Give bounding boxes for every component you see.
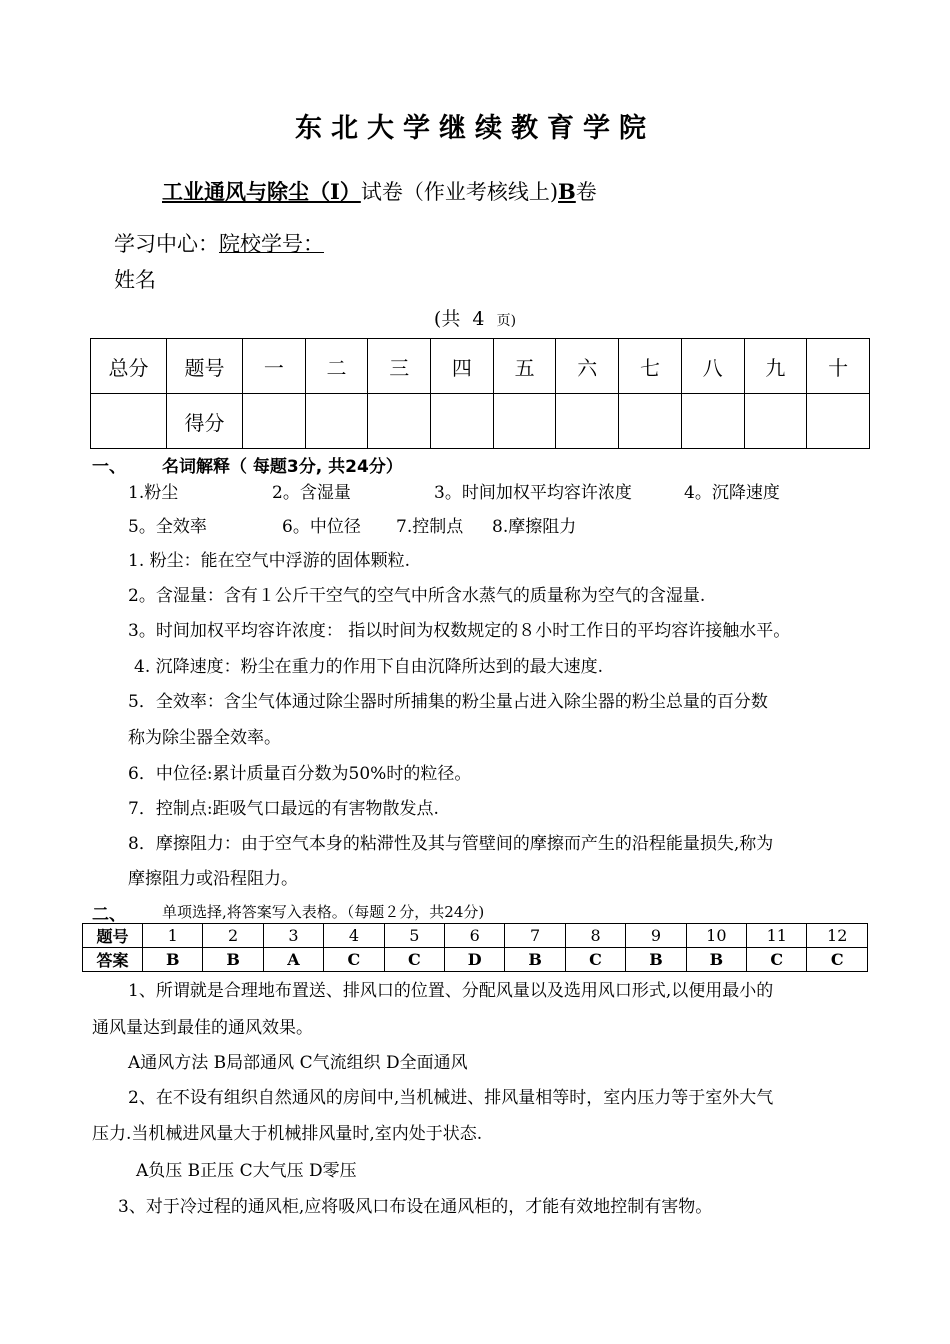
learning-center-label: 学习中心：	[114, 232, 219, 256]
question-number: 8	[565, 924, 625, 948]
answer-cell: B	[626, 948, 686, 972]
answer-cell: C	[747, 948, 807, 972]
answer-label: 答案	[83, 948, 143, 972]
page-count	[0, 304, 950, 331]
pages-number: 4	[472, 308, 485, 330]
term-item: 7.控制点	[396, 517, 464, 537]
answer-table	[82, 923, 868, 972]
answer-cell: C	[324, 948, 384, 972]
answer-cell: C	[807, 948, 868, 972]
question-options: A负压 B正压 C大气压 D零压	[136, 1161, 357, 1181]
total-score-header: 总分	[91, 339, 167, 394]
question-options: A通风方法 B局部通风 C气流组织 D全面通风	[128, 1053, 468, 1073]
info-line-center	[114, 228, 324, 258]
total-score-cell	[91, 394, 167, 449]
question-text: 压力.当机械进风量大于机械排风量时,室内处于状态.	[92, 1124, 483, 1144]
section1-title: 名词解释（ 每题3分, 共24分）	[162, 457, 403, 477]
section-col: 五	[493, 339, 556, 394]
question-number: 1	[143, 924, 203, 948]
question-number: 11	[747, 924, 807, 948]
question-number-header: 题号	[167, 339, 243, 394]
answer-cell: C	[384, 948, 444, 972]
score-cell	[744, 394, 807, 449]
score-cell	[619, 394, 682, 449]
question-text: 3、对于冷过程的通风柜,应将吸风口布设在通风柜的，才能有效地控制有害物。	[118, 1197, 713, 1217]
section-col: 六	[556, 339, 619, 394]
question-number: 9	[626, 924, 686, 948]
score-cell	[681, 394, 744, 449]
definition-line: 7．控制点:距吸气口最远的有害物散发点.	[128, 799, 439, 819]
subtitle-end: 卷	[575, 180, 597, 204]
document-title: 东北大学继续教育学院	[295, 113, 655, 144]
pages-prefix: (共	[433, 308, 461, 330]
section-col: 二	[305, 339, 368, 394]
score-cell	[807, 394, 870, 449]
definition-line: 1. 粉尘：能在空气中浮游的固体颗粒.	[128, 551, 411, 571]
answer-cell: B	[505, 948, 565, 972]
paper-code: B	[558, 179, 576, 204]
definition-line: 称为除尘器全效率。	[128, 728, 281, 748]
term-item: 3。时间加权平均容许浓度	[434, 483, 632, 503]
definition-line: 2。含湿量：含有１公斤干空气的空气中所含水蒸气的质量称为空气的含湿量.	[128, 586, 706, 606]
answer-cell: B	[686, 948, 746, 972]
question-number: 6	[445, 924, 505, 948]
definition-line: 4. 沉降速度：粉尘在重力的作用下自由沉降所达到的最大速度.	[134, 657, 604, 677]
question-number: 4	[324, 924, 384, 948]
term-item: 8.摩擦阻力	[492, 517, 577, 537]
exam-subtitle	[162, 176, 597, 206]
answer-cell: C	[565, 948, 625, 972]
term-item: 1.粉尘	[128, 483, 179, 503]
score-cell	[305, 394, 368, 449]
score-cell	[556, 394, 619, 449]
section-col: 九	[744, 339, 807, 394]
name-label: 姓名	[114, 268, 156, 292]
term-item: 4。沉降速度	[684, 483, 780, 503]
section-col: 十	[807, 339, 870, 394]
question-text: 通风量达到最佳的通风效果。	[92, 1018, 313, 1038]
score-cell	[243, 394, 306, 449]
section-col: 七	[619, 339, 682, 394]
term-item: 6。中位径	[282, 517, 361, 537]
question-number: 7	[505, 924, 565, 948]
section2-number: 二、	[92, 905, 126, 925]
question-text: 1、所谓就是合理地布置送、排风口的位置、分配风量以及选用风口形式,以便用最小的	[128, 981, 774, 1001]
score-cell	[368, 394, 431, 449]
section-col: 一	[243, 339, 306, 394]
section1-number: 一、	[92, 457, 126, 477]
term-item: 2。含湿量	[272, 483, 351, 503]
subtitle-mid: 试卷（作业考核线上)	[360, 180, 559, 204]
definition-line: 3。时间加权平均容许浓度： 指以时间为权数规定的８小时工作日的平均容许接触水平。	[128, 621, 791, 641]
question-text: 2、在不设有组织自然通风的房间中,当机械进、排风量相等时，室内压力等于室外大气	[128, 1088, 774, 1108]
question-number: 2	[203, 924, 263, 948]
definition-line: 5．全效率：含尘气体通过除尘器时所捕集的粉尘量占进入除尘器的粉尘总量的百分数	[128, 692, 768, 712]
section2-title: 单项选择,将答案写入表格。（每题２分，共24分)	[162, 903, 485, 921]
definition-line: 6．中位径:累计质量百分数为50%时的粒径。	[128, 764, 472, 784]
question-number: 5	[384, 924, 444, 948]
answer-cell: B	[143, 948, 203, 972]
answer-cell: B	[203, 948, 263, 972]
answer-cell: D	[445, 948, 505, 972]
score-cell	[431, 394, 494, 449]
score-table	[90, 338, 870, 449]
pages-suffix: 页)	[496, 313, 517, 329]
score-cell	[493, 394, 556, 449]
term-item: 5。全效率	[128, 517, 207, 537]
question-number-label: 题号	[83, 924, 143, 948]
school-no-label: 院校学号：	[219, 232, 324, 256]
course-name: 工业通风与除尘（I）	[162, 179, 361, 204]
definition-line: 8．摩擦阻力：由于空气本身的粘滞性及其与管壁间的摩擦而产生的沿程能量损失,称为	[128, 834, 774, 854]
question-number: 3	[263, 924, 323, 948]
definition-line: 摩擦阻力或沿程阻力。	[128, 869, 298, 889]
section-col: 八	[681, 339, 744, 394]
score-row-label: 得分	[167, 394, 243, 449]
question-number: 12	[807, 924, 868, 948]
question-number: 10	[686, 924, 746, 948]
section-col: 四	[431, 339, 494, 394]
answer-cell: A	[263, 948, 323, 972]
section-col: 三	[368, 339, 431, 394]
